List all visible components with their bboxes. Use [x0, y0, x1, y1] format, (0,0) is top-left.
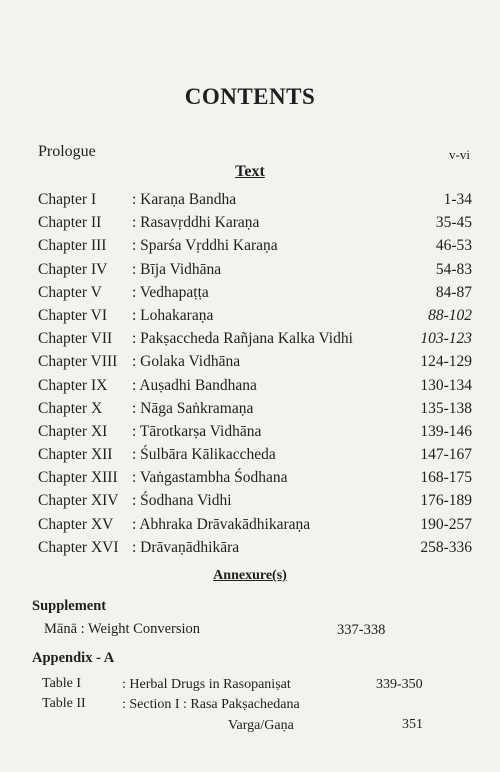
chapter-pages: 35-45 — [435, 214, 472, 232]
chapter-pages: 88-102 — [428, 306, 472, 324]
table-title: : Herbal Drugs in Rasopaniṣat — [122, 677, 291, 692]
chapter-row — [32, 420, 472, 443]
page-title: CONTENTS — [184, 84, 316, 109]
chapter-title: : Karaṇa Bandha — [132, 191, 237, 208]
chapter-title: : Rasavṛddhi Karaṇa — [132, 214, 260, 232]
chapter-row — [32, 304, 472, 327]
chapter-label: Chapter XV — [38, 515, 114, 533]
chapter-title: : Pakṣaccheda Rañjana Kalka Vidhi — [132, 330, 353, 348]
chapter-pages: 147-167 — [420, 446, 472, 464]
chapter-label: Chapter III — [38, 237, 107, 255]
chapter-title: : Golaka Vidhāna — [132, 353, 241, 371]
prologue-label: Prologue — [38, 143, 96, 160]
chapter-pages: 54-83 — [435, 260, 472, 278]
chapter-label: Chapter VII — [38, 330, 113, 348]
table-label: Table II — [42, 696, 86, 711]
chapter-title: : Vedhapaṭṭa — [132, 283, 209, 301]
chapter-label: Chapter X — [38, 399, 103, 417]
prologue-pages: v-vi — [449, 147, 470, 162]
chapter-list — [32, 188, 472, 559]
chapter-pages: 168-175 — [420, 469, 472, 487]
chapter-row — [32, 234, 472, 257]
chapter-label: Chapter II — [38, 214, 102, 232]
chapter-pages: 1-34 — [443, 191, 472, 208]
chapter-pages: 176-189 — [420, 492, 472, 510]
chapter-label: Chapter IX — [38, 376, 108, 394]
chapter-title: : Lohakaraṇa — [132, 306, 214, 324]
chapter-row — [32, 443, 472, 466]
chapter-title: : Nāga Saṅkramaṇa — [132, 399, 254, 417]
chapter-row — [32, 397, 472, 420]
chapter-pages: 190-257 — [420, 515, 472, 533]
chapter-pages: 139-146 — [420, 422, 472, 440]
chapter-pages: 84-87 — [435, 283, 472, 301]
table-pages: 339-350 — [376, 677, 423, 692]
chapter-label: Chapter XII — [38, 446, 113, 464]
table-pages: 351 — [402, 717, 423, 732]
chapter-label: Chapter VI — [38, 306, 108, 324]
chapter-row — [32, 350, 472, 373]
chapter-label: Chapter XIV — [38, 492, 119, 510]
chapter-label: Chapter XVI — [38, 538, 119, 556]
supplement-item: Mānā : Weight Conversion — [44, 621, 201, 637]
chapter-row — [32, 536, 472, 559]
chapter-pages: 46-53 — [435, 237, 472, 255]
chapter-pages: 130-134 — [420, 376, 472, 394]
chapter-title: : Vaṅgastambha Śodhana — [132, 469, 288, 487]
chapter-pages: 258-336 — [420, 538, 472, 556]
chapter-row — [32, 211, 472, 234]
chapter-label: Chapter VIII — [38, 353, 118, 371]
chapter-row — [32, 327, 472, 350]
chapter-title: : Śodhana Vidhi — [132, 492, 232, 510]
chapter-row — [32, 489, 472, 512]
chapter-pages: 124-129 — [420, 353, 472, 371]
chapter-row — [32, 513, 472, 536]
chapter-label: Chapter V — [38, 283, 102, 301]
chapter-label: Chapter I — [38, 191, 97, 208]
section-heading-annexures: Annexure(s) — [213, 568, 287, 583]
chapter-row — [32, 258, 472, 281]
chapter-title: : Abhraka Drāvakādhikaraṇa — [132, 515, 311, 533]
chapter-label: Chapter IV — [38, 260, 108, 278]
supplement-heading: Supplement — [32, 598, 107, 614]
chapter-row — [32, 188, 472, 211]
chapter-title: : Tārotkarṣa Vidhāna — [132, 422, 262, 440]
table-label: Table I — [42, 676, 82, 691]
chapter-title: : Drāvaṇādhikāra — [132, 538, 240, 556]
table-title-continued: Varga/Gaṇa — [228, 718, 294, 733]
supplement-pages: 337-338 — [337, 622, 386, 638]
chapter-title: : Śulbāra Kālikaccheda — [132, 446, 276, 464]
chapter-title: : Auṣadhi Bandhana — [132, 376, 257, 394]
chapter-pages: 135-138 — [420, 399, 472, 417]
chapter-title: : Bīja Vidhāna — [132, 260, 222, 278]
chapter-row — [32, 281, 472, 304]
chapter-pages: 103-123 — [420, 330, 472, 348]
chapter-title: : Sparśa Vṛddhi Karaṇa — [132, 237, 278, 255]
chapter-label: Chapter XI — [38, 422, 108, 440]
table-title: : Section I : Rasa Pakṣachedana — [122, 697, 300, 712]
appendix-heading: Appendix - A — [32, 650, 115, 666]
chapter-row — [32, 466, 472, 489]
chapter-label: Chapter XIII — [38, 469, 118, 487]
chapter-row — [32, 374, 472, 397]
section-heading-text: Text — [235, 163, 265, 180]
